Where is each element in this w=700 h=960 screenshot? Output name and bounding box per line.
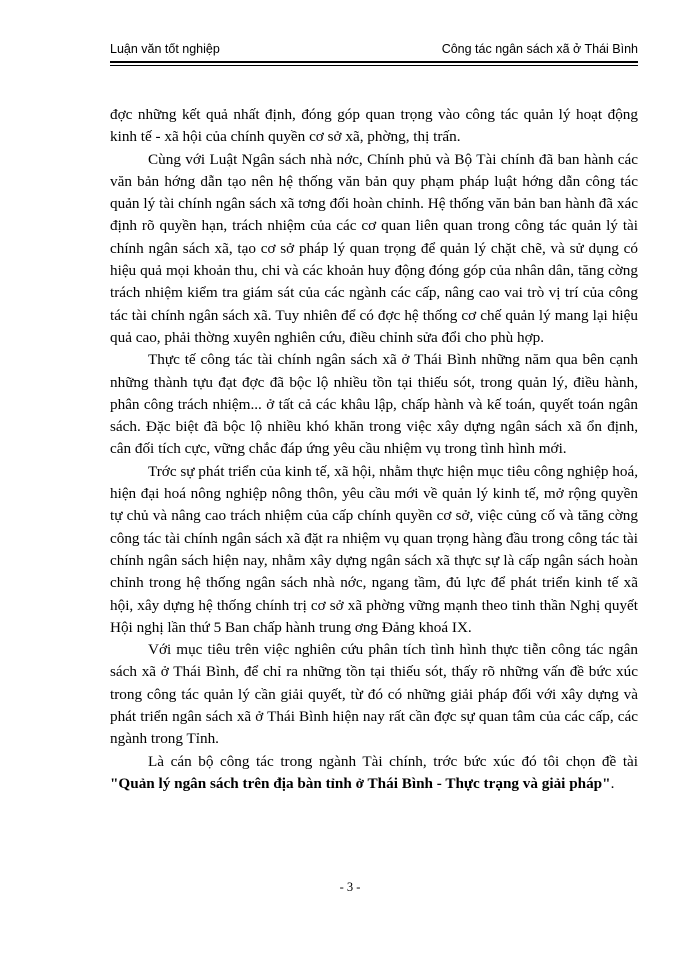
paragraph: Cùng với Luật Ngân sách nhà nớc, Chính phủ và Bộ Tài chính đã ban hành các văn bản hớng dẫn tạo nên hệ thống văn bản quy phạm pháp luật hớng dẫn công tác quản lý tài chính ngân sách xã tơng đối hoàn chỉnh. Hệ thống văn bản ban hành đã xác định rõ quyền hạn, trách nhiệm của các cơ quan liên quan trong công tác quản lý tài chính ngân sách xã, tạo cơ sở pháp lý quan trọng để quản lý chặt chẽ, và sử dụng có hiệu quả mọi khoản thu, chi và các khoản huy động đóng góp của nhân dân, tăng cờng trách nhiệm kiểm tra giám sát của các ngành các cấp, nâng cao vai trò vị trí của công tác tài chính ngân sách xã. Tuy nhiên để có đợc hệ thống cơ chế quản lý mang lại hiệu quả cao, phải thờng xuyên nghiên cứu, điều chỉnh sửa đổi cho phù hợp. bbox=[110, 150, 638, 346]
paragraph: Thực tế công tác tài chính ngân sách xã ở Thái Bình những năm qua bên cạnh những thành tựu đạt đợc đã bộc lộ nhiều tồn tại thiếu sót, trong quản lý, điều hành, phân công trách nhiệm... ở tất cả các khâu lập, chấp hành và kế toán, quyết toán ngân sách. Đặc biệt đã bộc lộ nhiều khó khăn trong việc xây dựng ngân sách xã ổn định, cân đối tích cực, vững chắc đáp ứng yêu cầu nhiệm vụ trong tình hình mới. bbox=[110, 351, 638, 458]
header-right-text: Công tác ngân sách xã ở Thái Bình bbox=[441, 42, 638, 56]
page-number: - 3 - bbox=[339, 880, 361, 894]
paragraph: Với mục tiêu trên việc nghiên cứu phân tích tình hình thực tiễn công tác ngân sách xã ở Thái Bình, để chỉ ra những tồn tại thiếu sót, thấy rõ những vấn đề bức xúc trong công tác quản lý cần giải quyết, từ đó có những giải pháp đối với xây dựng và phát triển ngân sách xã ở Thái Bình hiện nay rất cần đợc sự quan tâm của các cấp, các ngành trong Tỉnh. bbox=[110, 641, 638, 748]
paragraph-continuation: đợc những kết quả nhất định, đóng góp quan trọng vào công tác quản lý hoạt động kinh tế - xã hội của chính quyền cơ sở xã, phờng, thị trấn. bbox=[110, 106, 638, 146]
header-rule-thin bbox=[110, 65, 638, 66]
page-header bbox=[110, 40, 638, 62]
header-left-text: Luận văn tốt nghiệp bbox=[110, 42, 220, 56]
header-rule-thick bbox=[110, 61, 638, 63]
paragraph: Trớc sự phát triển của kinh tế, xã hội, nhằm thực hiện mục tiêu công nghiệp hoá, hiện đại hoá nông nghiệp nông thôn, yêu cầu mới về quản lý kinh tế, mở rộng quyền tự chủ và nâng cao trách nhiệm của cấp chính quyền cơ sở, việc củng cố và tăng cờng công tác tài chính ngân sách xã đặt ra nhiệm vụ quan trọng hàng đầu trong công tác tài chính ngân sách hiện nay, nhằm xây dựng ngân sách xã thực sự là cấp ngân sách hoàn chỉnh trong hệ thống ngân sách nhà nớc, ngang tầm, đủ lực để phát triển kinh tế xã hội, xây dựng hệ thống chính trị cơ sở xã phờng vững mạnh theo tinh thần Nghị quyết Hội nghị lần thứ 5 Ban chấp hành trung ơng Đảng khoá IX. bbox=[110, 462, 638, 636]
paragraph-end-text: . bbox=[610, 774, 615, 792]
paragraph-thesis-title bbox=[110, 751, 638, 796]
thesis-title: "Quản lý ngân sách trên địa bàn tỉnh ở Thái Bình - Thực trạng và giải pháp" bbox=[110, 774, 611, 792]
body-text bbox=[110, 104, 638, 795]
paragraph-lead-text: Là cán bộ công tác trong ngành Tài chính, trớc bức xúc đó tôi chọn đề tài bbox=[148, 752, 638, 770]
